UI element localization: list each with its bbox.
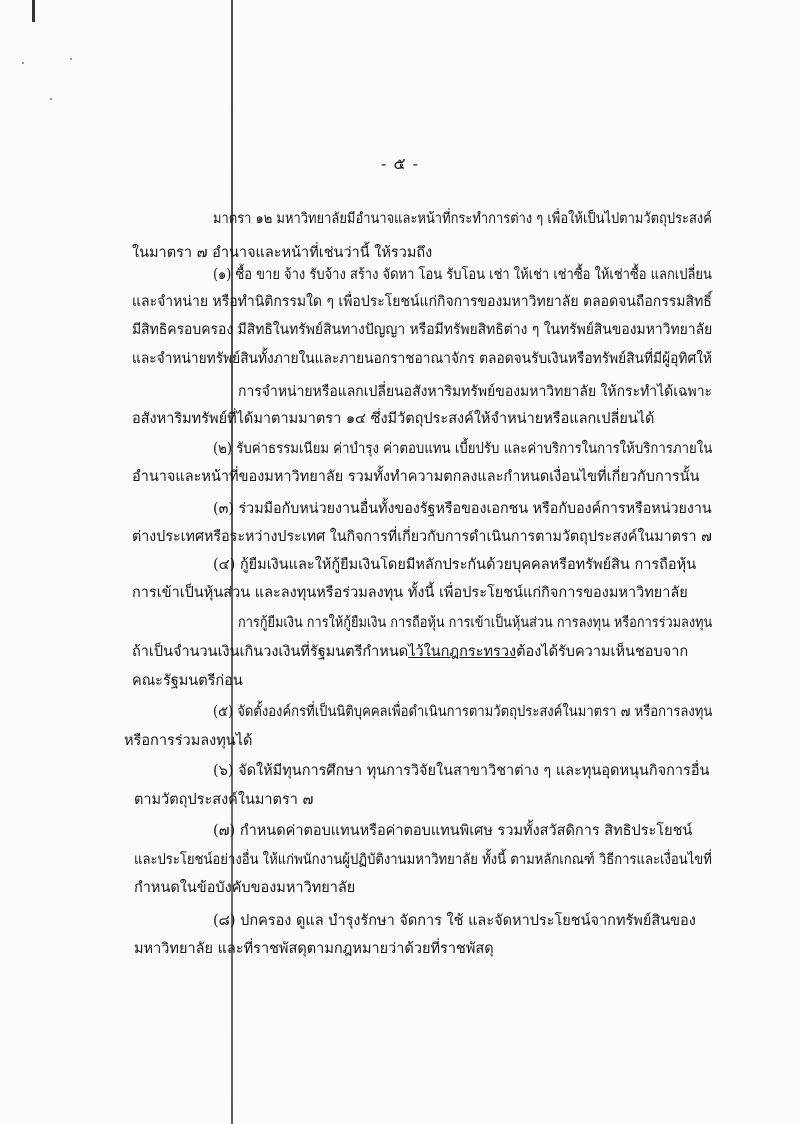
scan-speck bbox=[22, 62, 24, 64]
text-line: และจำหน่าย หรือทำนิติกรรมใด ๆ เพื่อประโยชน์แก่กิจการของมหาวิทยาลัย ตลอดจนถือกรรมสิทธิ์ bbox=[132, 294, 712, 310]
text-line: กำหนดในข้อบังคับของมหาวิทยาลัย bbox=[134, 880, 356, 896]
text-line: ตามวัตถุประสงค์ในมาตรา ๗ bbox=[134, 792, 314, 808]
text-line: อำนาจและหน้าที่ของมหาวิทยาลัย รวมทั้งทำความตกลงและกำหนดเงื่อนไขที่เกี่ยวกับการนั้น bbox=[132, 469, 700, 485]
text-segment: ต้องได้รับความเห็นชอบจาก bbox=[516, 644, 689, 660]
scan-speck bbox=[70, 58, 72, 60]
text-line: การเข้าเป็นหุ้นส่วน และลงทุนหรือร่วมลงทุน ทั้งนี้ เพื่อประโยชน์แก่กิจการของมหาวิทยาลัย bbox=[132, 585, 688, 601]
page-number: - ๕ - bbox=[380, 154, 420, 173]
text-line: คณะรัฐมนตรีก่อน bbox=[132, 673, 243, 689]
text-line: มีสิทธิครอบครอง มีสิทธิในทรัพย์สินทางปัญญา หรือมีทรัพยสิทธิต่าง ๆ ในทรัพย์สินของมหาวิทยาลัย bbox=[132, 322, 713, 338]
clause-4: (๔) กู้ยืมเงินและให้กู้ยืมเงินโดยมีหลักประกันด้วยบุคคลหรือทรัพย์สิน การถือหุ้น bbox=[213, 557, 697, 573]
text-line: ต่างประเทศหรือระหว่างประเทศ ในกิจการที่เกี่ยวกับการดำเนินการตามวัตถุประสงค์ในมาตรา ๗ bbox=[132, 529, 712, 545]
clause-3: (๓) ร่วมมือกับหน่วยงานอื่นทั้งของรัฐหรือของเอกชน หรือกับองค์การหรือหน่วยงาน bbox=[213, 501, 712, 517]
clause-7: (๗) กำหนดค่าตอบแทนหรือค่าตอบแทนพิเศษ รวมทั้งสวัสดิการ สิทธิประโยชน์ bbox=[213, 823, 693, 839]
clause-5: (๕) จัดตั้งองค์กรที่เป็นนิติบุคคลเพื่อดำเนินการตามวัตถุประสงค์ในมาตรา ๗ หรือการลงทุน bbox=[213, 704, 713, 720]
clause-6: (๖) จัดให้มีทุนการศึกษา ทุนการวิจัยในสาขาวิชาต่าง ๆ และทุนอุดหนุนกิจการอื่น bbox=[213, 763, 710, 779]
text-line: อสังหาริมทรัพย์ที่ได้มาตามมาตรา ๑๔ ซึ่งมีวัตถุประสงค์ให้จำหน่ายหรือแลกเปลี่ยนได้ bbox=[132, 411, 655, 427]
text-segment: ถ้าเป็นจำนวนเงินเกินวงเงินที่รัฐมนตรีกำหนด bbox=[132, 644, 409, 660]
section-12-heading: มาตรา ๑๒ มหาวิทยาลัยมีอำนาจและหน้าที่กระทำการต่าง ๆ เพื่อให้เป็นไปตามวัตถุประสงค์ bbox=[213, 211, 712, 227]
clause-1: (๑) ซื้อ ขาย จ้าง รับจ้าง สร้าง จัดหา โอน รับโอน เช่า ให้เช่า เช่าซื้อ ให้เช่าซื้อ แลกเปลี่ยน bbox=[213, 267, 712, 283]
text-line: และประโยชน์อย่างอื่น ให้แก่พนักงานผู้ปฏิบัติงานมหาวิทยาลัย ทั้งนี้ ตามหลักเกณฑ์ วิธีการและเงื่อนไขที่ bbox=[134, 852, 712, 868]
text-line: มหาวิทยาลัย และที่ราชพัสดุตามกฎหมายว่าด้วยที่ราชพัสดุ bbox=[134, 941, 494, 957]
text-line bbox=[132, 643, 688, 661]
scan-corner-mark bbox=[32, 0, 35, 22]
text-line: หรือการร่วมลงทุนได้ bbox=[124, 733, 253, 749]
text-line: การจำหน่ายหรือแลกเปลี่ยนอสังหาริมทรัพย์ของมหาวิทยาลัย ให้กระทำได้เฉพาะ bbox=[238, 384, 713, 400]
scan-speck bbox=[50, 98, 52, 100]
text-line: ในมาตรา ๗ อำนาจและหน้าที่เช่นว่านี้ ให้รวมถึง bbox=[132, 245, 433, 261]
text-line: การกู้ยืมเงิน การให้กู้ยืมเงิน การถือหุ้น การเข้าเป็นหุ้นส่วน การลงทุน หรือการร่วมลงทุน bbox=[238, 615, 713, 631]
clause-2: (๒) รับค่าธรรมเนียม ค่าบำรุง ค่าตอบแทน เบี้ยปรับ และค่าบริการในการให้บริการภายใน bbox=[213, 441, 713, 457]
clause-8: (๘) ปกครอง ดูแล บำรุงรักษา จัดการ ใช้ และจัดหาประโยชน์จากทรัพย์สินของ bbox=[213, 913, 696, 929]
text-line: และจำหน่ายทรัพย์สินทั้งภายในและภายนอกราชอาณาจักร ตลอดจนรับเงินหรือทรัพย์สินที่มีผู้อุทิศให้ bbox=[132, 351, 712, 367]
underlined-text: ไว้ในกฎกระทรวง bbox=[408, 644, 517, 660]
